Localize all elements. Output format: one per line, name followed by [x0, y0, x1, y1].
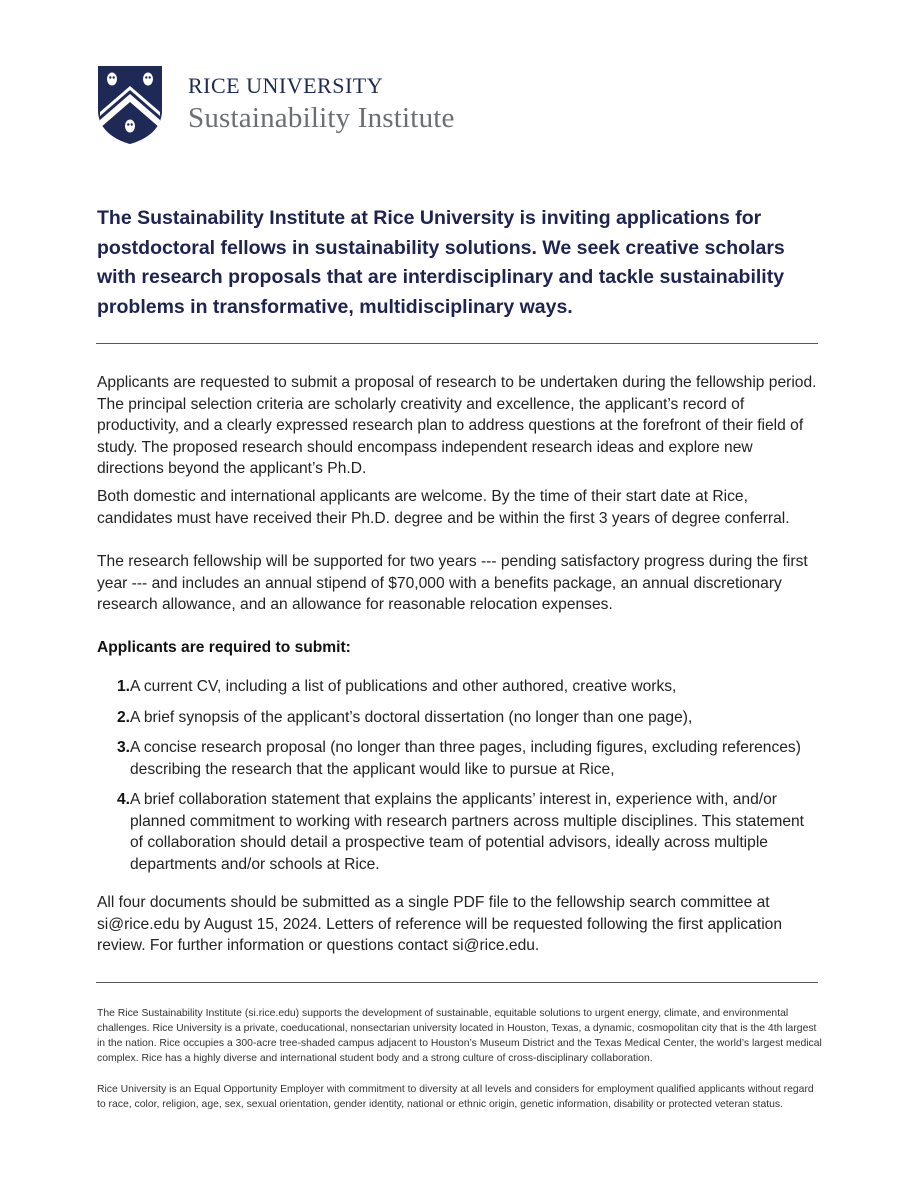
paragraph-fellowship-support: The research fellowship will be supported for two years --- pending satisfactory progress during the first year --- and includes an annual stipend of $70,000 with a benefits package, an annual discretionary research allowance, and an allowance for reasonable relocation expenses.	[97, 553, 808, 613]
paragraph-proposal: Applicants are requested to submit a proposal of research to be undertaken during the fellowship period. The principal selection criteria are scholarly creativity and excellence, the applicant’s record of productivity, and a clearly expressed research plan to address questions at the forefront of their field of study. The proposed research should encompass independent research ideas and explore new directions beyond the applicant’s Ph.D.	[97, 374, 817, 477]
list-item-number: 3.	[117, 739, 131, 756]
header	[96, 64, 455, 146]
footer-equal-opportunity: Rice University is an Equal Opportunity Employer with commitment to diversity at all levels and considers for employment qualified applicants without regard to race, color, religion, age, sex, sexual orientation, gender identity, national or ethnic origin, genetic information, disability or protected veteran status.	[97, 1084, 814, 1111]
list-item-text: A brief synopsis of the applicant’s doctoral dissertation (no longer than one page),	[130, 708, 693, 726]
intro-statement: The Sustainability Institute at Rice University is inviting applications for postdoctoral fellows in sustainability solutions. We seek creative scholars with research proposals that are interdisciplinary and tackle sustainability problems in transformative, multidisciplinary ways.	[97, 207, 785, 318]
requirements-heading: Applicants are required to submit:	[97, 639, 351, 656]
institute-name: Sustainability Institute	[188, 102, 455, 134]
list-item	[117, 707, 817, 729]
list-item-number: 1.	[117, 678, 131, 695]
university-name: RICE UNIVERSITY	[188, 73, 384, 98]
footer-about: The Rice Sustainability Institute (si.rice.edu) supports the development of sustainable, equitable solutions to urgent energy, climate, and environmental challenges. Rice University is a private, coeducational, nonsectarian university located in Houston, Texas, a dynamic, cosmopolitan city that is the 4th largest in the nation. Rice occupies a 300-acre tree-shaded campus adjacent to Houston’s Museum District and the Texas Medical Center, the world’s largest medical complex. Rice has a highly diverse and international student body and a strong culture of cross-disciplinary collaboration.	[97, 1008, 822, 1065]
list-item	[117, 789, 817, 875]
brand-wordmark	[188, 74, 455, 134]
list-item-number: 2.	[117, 708, 131, 726]
list-item	[117, 676, 817, 698]
paragraph-submission: All four documents should be submitted as a single PDF file to the fellowship search committee at si@rice.edu by August 15, 2024. Letters of reference will be requested following the first application review. For further information or questions contact si@rice.edu.	[97, 894, 783, 954]
requirements-list	[117, 676, 817, 884]
divider-top	[96, 343, 818, 344]
list-item-number: 4.	[117, 791, 131, 808]
list-item-text: A current CV, including a list of publications and other authored, creative works,	[130, 678, 677, 695]
list-item-text: A brief collaboration statement that explains the applicants’ interest in, experience with, and/or planned commitment to working with research partners across multiple disciplines. This statement of collaboration should detail a prospective team of potential advisors, ideally across multiple departments and/or schools at Rice.	[130, 791, 804, 873]
divider-bottom	[96, 982, 818, 983]
paragraph-eligibility: Both domestic and international applicants are welcome. By the time of their start date at Rice, candidates must have received their Ph.D. degree and be within the first 3 years of degree conferral.	[97, 488, 790, 527]
list-item	[117, 737, 817, 780]
rice-shield-logo-icon	[96, 64, 164, 146]
list-item-text: A concise research proposal (no longer than three pages, including figures, excluding references) describing the research that the applicant would like to pursue at Rice,	[130, 739, 801, 778]
